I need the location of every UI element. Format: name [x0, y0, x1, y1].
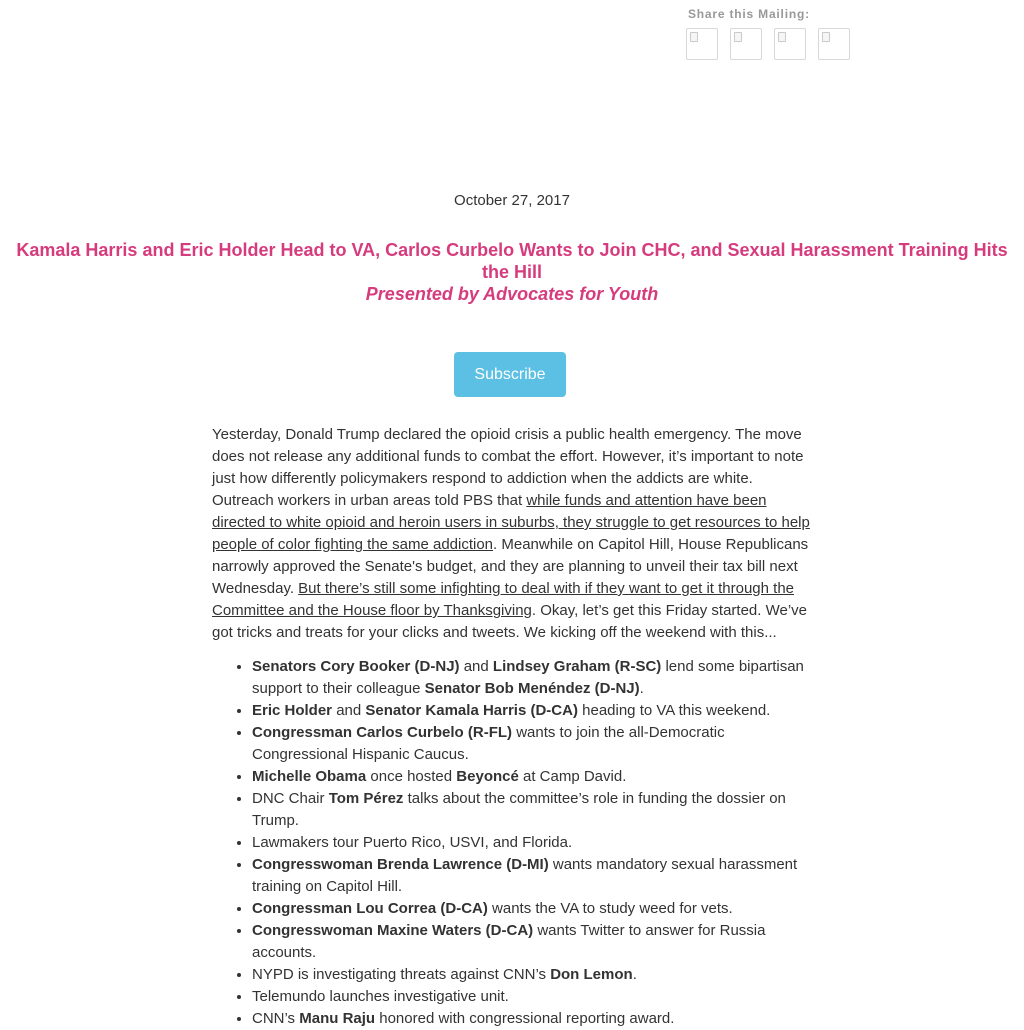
intro-paragraph — [212, 424, 812, 644]
list-item — [252, 788, 812, 832]
list-item-text: wants Twitter to answer for Russia accounts. — [252, 922, 766, 961]
list-item-text: heading to VA this weekend. — [577, 702, 771, 719]
twitter-icon[interactable] — [730, 28, 762, 60]
newsletter-date: October 27, 2017 — [454, 192, 570, 209]
list-item — [252, 1008, 812, 1030]
list-item-text: NYPD is investigating threats against CNN’s — [252, 966, 551, 983]
list-item-text: wants mandatory sexual harassment training on Capitol Hill. — [252, 856, 798, 895]
newsletter-headline: Kamala Harris and Eric Holder Head to VA, Carlos Curbelo Wants to Join CHC, and Sexual Harassment Training Hits the Hill — [16, 240, 1008, 282]
email-icon[interactable] — [818, 28, 850, 60]
bold-name: Lindsey Graham (R-SC) — [492, 658, 662, 675]
newsletter-body — [212, 424, 812, 1030]
list-item — [252, 920, 812, 964]
intro-text: . Okay, let’s get this Friday started. We’ve got tricks and treats for your clicks and tweets. We kicking off the weekend with this... — [212, 602, 808, 641]
bold-name: Senator Bob Menéndez (D-NJ) — [424, 680, 640, 697]
list-item-text: honored with congressional reporting award. — [375, 1010, 675, 1027]
linkedin-icon[interactable] — [774, 28, 806, 60]
presented-by: Presented by Advocates for Youth — [365, 284, 659, 304]
share-label: Share this Mailing: — [688, 7, 810, 21]
bold-name: Congresswoman Maxine Waters (D-CA) — [252, 922, 534, 939]
list-item-text: wants the VA to study weed for vets. — [487, 900, 733, 917]
tax-bill-article-link[interactable]: But there’s still some infighting to deal with if they want to get it through the Committee and the House floor by Thanksgiving — [212, 580, 795, 619]
list-item-text: and — [332, 702, 366, 719]
list-item — [252, 898, 812, 920]
news-bullet-list — [212, 656, 812, 1030]
list-item-text: . — [639, 680, 644, 697]
share-icons — [686, 28, 866, 62]
bold-name: Congressman Lou Correa (D-CA) — [252, 900, 488, 917]
list-item — [252, 854, 812, 898]
bold-name: Senator Kamala Harris (D-CA) — [365, 702, 578, 719]
bold-name: Manu Raju — [299, 1010, 376, 1027]
list-item — [252, 986, 812, 1008]
list-item — [252, 832, 812, 854]
bold-name: Don Lemon — [550, 966, 633, 983]
bold-name: Eric Holder — [252, 702, 333, 719]
list-item-text: lend some bipartisan support to their colleague — [252, 658, 804, 697]
list-item-text: CNN’s — [252, 1010, 300, 1027]
list-item-text: at Camp David. — [518, 768, 627, 785]
list-item-text: . — [632, 966, 637, 983]
list-item-text: and — [459, 658, 493, 675]
intro-text: . Meanwhile on Capitol Hill, House Republicans narrowly approved the Senate's budget, and they are planning to unveil their tax bill next Wednesday. — [212, 536, 809, 597]
list-item — [252, 766, 812, 788]
list-item-text: wants to join the all-Democratic Congressional Hispanic Caucus. — [252, 724, 725, 763]
facebook-icon[interactable] — [686, 28, 718, 60]
list-item — [252, 964, 812, 986]
intro-text: Yesterday, Donald Trump declared the opioid crisis a public health emergency. The move does not release any additional funds to combat the effort. However, it’s important to note just how differently policymakers respond to addiction when the addicts are white. Outreach workers in urban areas told PBS that — [212, 426, 804, 509]
bold-name: Senators Cory Booker (D-NJ) — [252, 658, 460, 675]
bold-name: Congressman Carlos Curbelo (R-FL) — [252, 724, 513, 741]
list-item-text: DNC Chair — [252, 790, 329, 807]
list-item — [252, 656, 812, 700]
subscribe-button[interactable]: Subscribe — [454, 352, 566, 397]
list-item — [252, 722, 812, 766]
bold-name: Beyoncé — [456, 768, 519, 785]
bold-name: Congresswoman Brenda Lawrence (D-MI) — [252, 856, 549, 873]
bold-name: Tom Pérez — [328, 790, 404, 807]
list-item — [252, 700, 812, 722]
list-item-text: Lawmakers tour Puerto Rico, USVI, and Florida. — [252, 834, 573, 851]
list-item-text: once hosted — [366, 768, 457, 785]
list-item-text: Telemundo launches investigative unit. — [252, 988, 509, 1005]
list-item-text: talks about the committee’s role in funding the dossier on Trump. — [252, 790, 786, 829]
pbs-article-link[interactable]: while funds and attention have been directed to white opioid and heroin users in suburbs, they struggle to get resources to help people of color fighting the same addiction — [212, 492, 810, 553]
bold-name: Michelle Obama — [252, 768, 367, 785]
share-bar — [688, 7, 810, 21]
